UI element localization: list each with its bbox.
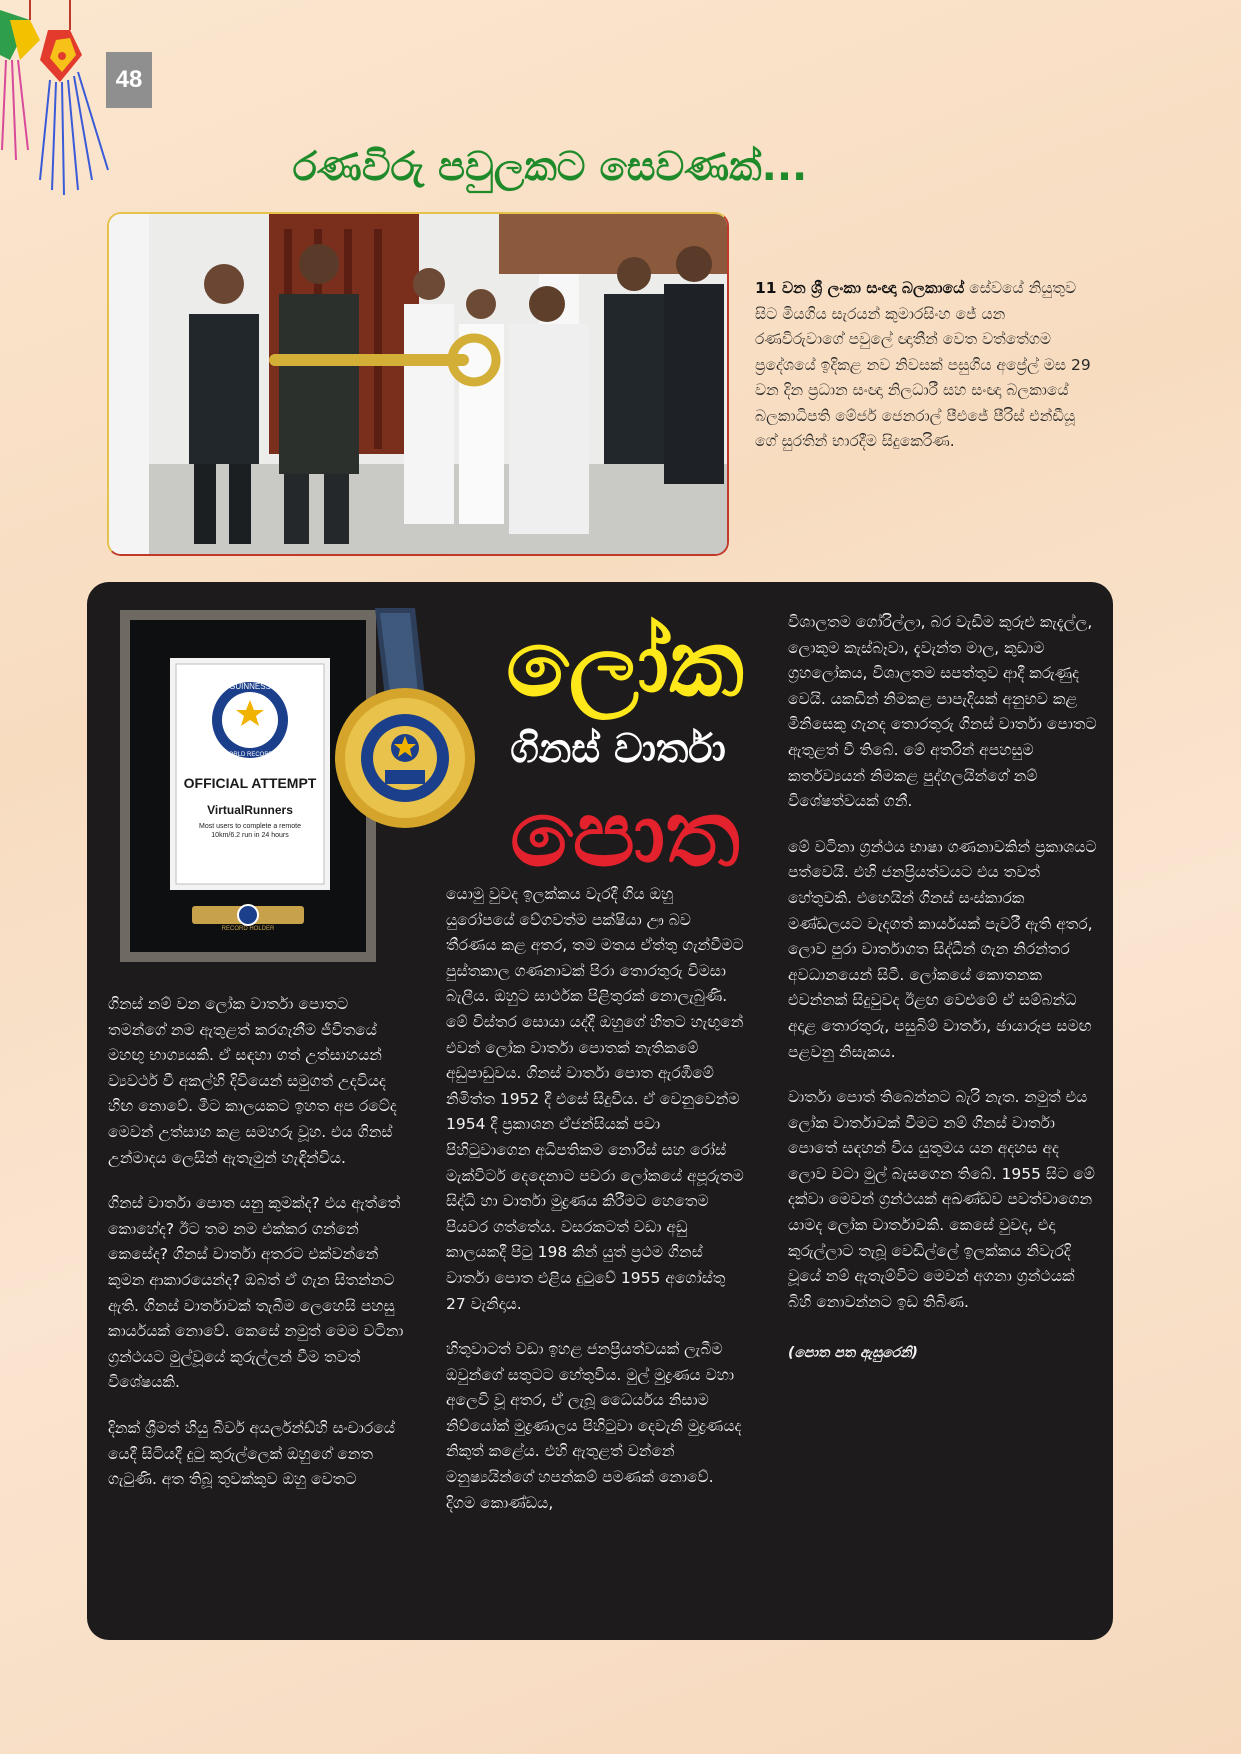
- cert-description: Most users to complete a remote 10km/6.2 run in 24 hours: [199, 823, 301, 839]
- ceremony-photo: [107, 212, 729, 556]
- cert-official-attempt: OFFICIAL ATTEMPT: [183, 775, 317, 791]
- paragraph: ගිනස් නම් වන ලෝක වාර්තා පොතට තමන්ගේ නම ඇතුළත් කරගැනීම ජීවිතයේ මහඟු භාග්‍යයකි. ඒ සඳහා ගත් උත්සාහයන් ව්‍යවර්ථ වී අකල්හි දිවියෙන් සමුගත් උදවියද හිඟ නොවේ. මීට කාලයකට ඉහත අප රටේද මෙවන් උත්සාහ කළ සමහරු වූහ. එය ගිනස් උන්මාදය ලෙසින් ඇතැමුන් හැඳින්විය.: [108, 995, 397, 1167]
- paragraph: හිතුවාටත් වඩා ඉහළ ජනප්‍රියත්වයක් ලැබීම ඔවුන්ගේ සතුටට හේතුවිය. මුල් මුද්‍රණය වහා අලෙවි වූ අතර, ඒ ලැබූ ධෛර්යය නිසාම නිව්යෝක් මුද්‍රණාලය පිහිටුවා දෙවැනි මුද්‍රණයද නිකුත් කළේය. එහි ඇතුළත් වන්නේ මනුෂ්‍යයින්ගේ හපන්කම් පමණක් නොවේ. දිගම කොණ්ඩය,: [446, 1340, 742, 1512]
- article-column-3: [788, 610, 1098, 1387]
- paragraph: ගිනස් වාර්තා පොත යනු කුමක්ද? එය ඇත්තේ කොහේද? ඊට තම නම එක්කර ගන්නේ කෙසේද? ගිනස් වාර්තා අතරට එක්වන්නේ කුමන ආකාරයෙන්ද? ඔබත් ඒ ගැන සිතන්නට ඇති. ගිනස් වාර්තාවක් තැබීම ලෙහෙසි පහසු කාර්යයක් නොවේ. කෙසේ නමුත් මෙම වටිනා ග්‍රන්ථයට මුල්වූයේ කුරුල්ලන් වීම තවත් විශේෂයකි.: [108, 1194, 404, 1392]
- cert-org: VirtualRunners: [207, 803, 293, 817]
- paragraph: දිනක් ශ්‍රීමත් හියු බීවර් අයර්ලන්ඩ්හි සංචාරයේ යෙදී සිටියදී දුටු කුරුල්ලෙක් ඔහුගේ නෙත ගැටුණි. අත තිබූ තුවක්කුව ඔහු වෙතට: [108, 1418, 395, 1489]
- caption-lead: 11 වන ශ්‍රී ලංකා සංඥා බලකායේ: [755, 279, 965, 297]
- paragraph: මේ වටිනා ග්‍රන්ථය භාෂා ගණනාවකින් ප්‍රකාශයට පත්වෙයි. එහි ජනප්‍රියත්වයට එය තවත් හේතුවකි. එහෙයින් ගිනස් සංස්කාරක මණ්ඩලයට වැදගත් කාර්යයක් පැවරී ඇති අතර, ලොව පුරා වාර්තාගත සිද්ධීන් ගැන නිරන්තර අවධානයෙන් සිටී. ලෝකයේ කොතනක එවන්නක් සිදුවුවද ඊළඟ වෙළුමේ ඒ සම්බන්ධ අදාළ තොරතුරු, පසුබිම් වාර්තා, ඡායාරූප සමඟ පළවනු නිසැකය.: [788, 837, 1097, 1061]
- article-column-1: [108, 992, 408, 1513]
- caption-text: සේවයේ නියුතුව සිට මියගිය සැරයන් කුමාරසිංහ ජේ යන රණවිරුවාගේ පවුලේ ඥාතීන් වෙත වත්තේගම ප්‍රදේශයේ ඉදිකළ නව නිවසක් පසුගිය අප්‍රේල් මස 29 වන දින ප්‍රධාන සංඥා නිලධාරී සහ සංඥා බලකායේ බලකාධිපති මේජර් ජෙනරාල් පීඑජේ පීරිස් එන්ඩීයූ ගේ සුරතින් භාරදීම සිදුකෙරිණ.: [755, 279, 1091, 450]
- source-byline: (පොත පත ඇසුරෙනි): [788, 1345, 918, 1362]
- paragraph: යොමු වුවද ඉලක්කය වැරදී ගිය ඔහු යුරෝපයේ වේගවත්ම පක්ෂියා ඌ බව තීරණය කළ අතර, තම මතය ඒත්තු ගැන්වීමට පුස්තකාල ගණනාවක් පිරා තොරතුරු විමසා බැලීය. ඔහුට සාර්ථක පිළිතුරක් නොලැබුණි. මේ විස්තර සොයා යද්දී ඔහුගේ හිතට හැඟුනේ එවන් ලෝක වාර්තා පොතක් නැතිකමේ අඩුපාඩුවය. ගිනස් වාර්තා පොත ඇරඹීමේ නිමිත්ත 1952 දී එසේ සිදුවිය. ඒ වෙනුවෙන්ම 1954 දී ප්‍රකාශන ඒජන්සියක් පවා පිහිටුවාගෙන අධිපතිකම නොරිස් සහ රෝස් මැක්විටර් දෙදෙනාට පවරා ලෝකයේ අපූරුතම සිද්ධි හා වාර්තා මුද්‍රණය කිරීමට හෙතෙම පියවර ගත්තේය. වසරකටත් වඩා අඩු කාලයකදී පිටු 198 කින් යුත් ප්‍රථම ගිනස් වාර්තා පොත එළිය දුටුවේ 1955 අගෝස්තු 27 වැනිදාය.: [446, 885, 744, 1313]
- article-title: රණවිරු පවුලකට සෙවණක්...: [292, 144, 808, 190]
- cert-brand-top: GUINNESS: [229, 682, 271, 691]
- guinness-medal-icon: [330, 608, 480, 838]
- paragraph: වාර්තා පොත් තිබෙන්නට බැරි නැත. නමුත් එය ලෝක වාර්තාවක් වීමට නම් ගිනස් වාර්තා පොතේ සඳහන් විය යුතුමය යන අදහස අද ලොව වටා මුල් බැසගෙන තිබේ. 1955 සිට මේ දක්වා මෙවන් ග්‍රන්ථයක් අඛණ්ඩව පවත්වාගෙන යාමද ලෝක වාර්තාවකි. කෙසේ වුවද, එදා කුරුල්ලාට තැබූ වෙඩිල්ලේ ඉලක්කය නිවැරදි වූයේ නම් ඇතැම්විට මෙවන් අගනා ග්‍රන්ථයක් බිහි නොවන්නට ඉඩ තිබිණ.: [788, 1088, 1095, 1311]
- cert-plaque: RECORD HOLDER: [221, 926, 275, 932]
- page-number: 48: [106, 52, 152, 108]
- ceremony-photo-icon: [109, 214, 727, 554]
- article-column-2: [446, 882, 746, 1536]
- paragraph: විශාලතම ගෝරිල්ලා, බර වැඩිම කුරුළු කැදැල්ල, ලොකුම කැස්බෑවා, දැවැන්ත මාල, කුඩාම ග්‍රහලෝකය, විශාලතම සපත්තුව ආදී කරුණුද වෙයි. යකඩින් නිමකළ පාපැදියක් අනුභව කළ මිනිසෙකු ගැනද තොරතුරු ගිනස් වාර්තා පොතට ඇතුළත් වී තිබේ. මේ අතරින් අපහසුම කර්තව්‍යයන් නිමකළ පුද්ගලයින්ගේ නම් විශේෂත්වයක් ගනී.: [788, 613, 1097, 811]
- photo-caption: [755, 276, 1095, 455]
- heading-ginas-wartha: ගිනස් වාර්තා: [510, 726, 726, 772]
- heading-loka: ලෝක: [506, 610, 744, 717]
- heading-potha: පොත: [510, 780, 740, 887]
- cert-brand-bottom: WORLD RECORDS: [222, 752, 278, 758]
